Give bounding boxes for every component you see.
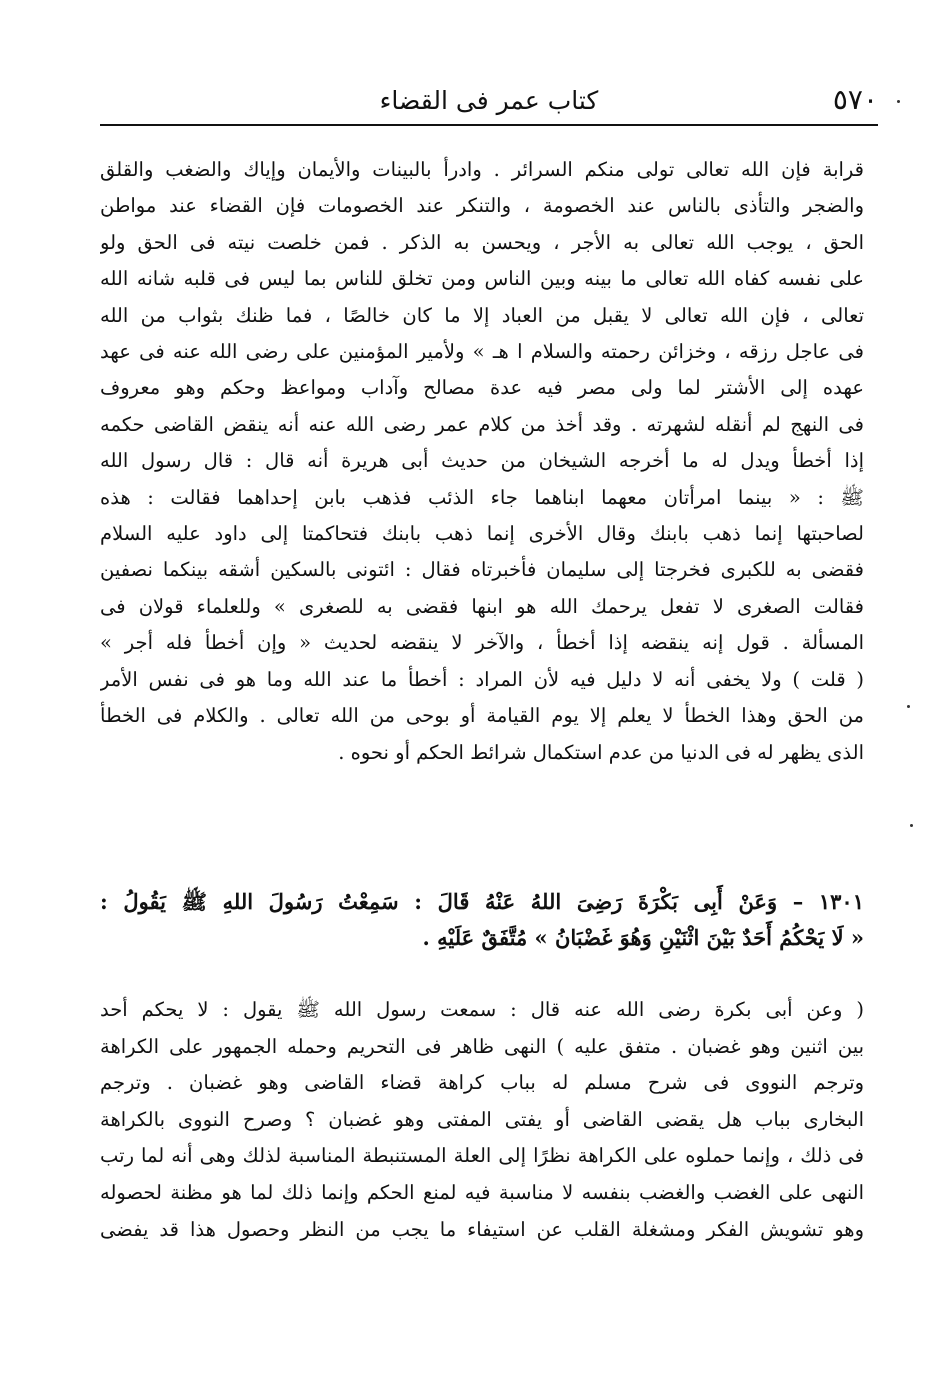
text-line: ( قلت ) ولا يخفى أنه لا دليل فيه لأن المراد : أخطأ ما عند الله وما هو فى نفس الأمر [100, 667, 864, 691]
header-rule [100, 124, 878, 126]
text-line: فقضى به للكبرى فخرجتا إلى سليمان فأخبرتاه فقال : ائتونى بالسكين أشقه بينكما نصفين [100, 558, 864, 582]
text-line: وترجم النووى فى شرح مسلم له بباب كراهة قضاء القاضى وهو غضبان . وترجم [100, 1071, 864, 1095]
running-title: كتاب عمر فى القضاء [379, 86, 599, 115]
commentary-block-2 [100, 992, 864, 1248]
text-line: ﷺ : « بينما امرأتان معهما ابناهما جاء الذئب فذهب بابن إحداهما فقالت : هذه [100, 485, 864, 509]
text-line: بين اثنين وهو غضبان . متفق عليه ) النهى ظاهر فى التحريم وحمله الجمهور على الكراهة [100, 1034, 864, 1058]
text-line: على نفسه كفاه الله تعالى ما بينه وبين الناس ومن تخلق للناس بما ليس فى قلبه شانه الله [100, 267, 864, 291]
text-line: البخارى بباب هل يقضى القاضى أو يفتى المفتى وهو غضبان ؟ وصرح النووى بالكراهة [100, 1107, 864, 1131]
text-line: النهى على الغضب والغضب بنفسه لا مناسبة فيه لمنع الحكم وإنما ذلك لما هو مظنة لحصوله [100, 1180, 864, 1204]
scan-speck [910, 824, 913, 827]
text-line: تعالى ، فإن الله تعالى لا يقبل من العباد إلا ما كان خالصًا ، فما ظنك بثواب من الله [100, 303, 864, 327]
hadith-line: « لَا يَحْكُمُ أَحَدٌ بَيْنَ اثْنَيْنِ وَهُوَ غَضْبَانُ » مُتَّفَقٌ عَلَيْهِ . [422, 925, 864, 950]
page-number: ٥٧٠ [832, 83, 878, 116]
page-header [100, 78, 878, 122]
text-line: الحق ، يوجب الله تعالى به الأجر ، ويحسن به الذكر . فمن خلصت نيته فى الحق ولو [100, 230, 864, 254]
text-line: عهده إلى الأشتر لما ولى مصر فيه عدة مصالح وآداب ومواعظ وحكم وهو معروف [100, 376, 864, 400]
text-line: فقالت الصغرى لا تفعل يرحمك الله هو ابنها فقضى به للصغرى » وللعلماء قولان فى [100, 594, 864, 618]
text-line: فى عاجل رزقه ، وخزائن رحمته والسلام ا هـ » ولأمير المؤمنين على رضى الله عنه فى عهد [100, 340, 864, 364]
text-line: من الحق وهذا الخطأ لا يعلم إلا يوم القيامة أو بوحى من الله تعالى . والكلام فى الخطأ [100, 704, 864, 728]
text-line: والضجر والتأذى بالناس عند الخصومة ، والتنكر عند الخصومات فإن القضاء عند مواطن [100, 194, 864, 218]
text-line: فى ذلك ، وإنما حملوه على الكراهة نظرًا إلى العلة المستنبطة المناسبة لذلك وهى أنه لما رتب [100, 1144, 864, 1168]
text-line: فى النهج لم أنقله لشهرته . وقد أخذ من كلام عمر رضى الله عنه أنه ينقض القاضى حكمه [100, 412, 864, 436]
hadith-block [100, 884, 864, 956]
text-line: لصاحبتها إنما ذهب بابنك وقال الأخرى إنما ذهب بابنك فتحاكمتا إلى داود عليه السلام [100, 522, 864, 546]
text-line: وهو تشويش الفكر ومشغلة القلب عن استيفاء ما يجب من النظر وحصول هذا قد يفضى [100, 1217, 864, 1241]
text-line: إذا أخطأ ويدل له ما أخرجه الشيخان من حديث أبى هريرة أنه قال : قال رسول الله [100, 449, 864, 473]
text-line: ( وعن أبى بكرة رضى الله عنه قال : سمعت رسول الله ﷺ يقول : لا يحكم أحد [100, 998, 864, 1021]
text-line: قرابة فإن الله تعالى تولى منكم السرائر . وادرأ بالبينات والأيمان وإياك والضغب والقلق [100, 158, 864, 181]
text-line: المسألة . قول إنه ينقضه إذا أخطأ ، والآخر لا ينقضه لحديث « وإن أخطأ فله أجر » [100, 631, 864, 655]
scan-speck [897, 100, 900, 103]
scan-speck [907, 705, 910, 708]
text-line: الذى يظهر له فى الدنيا من عدم استكمال شرائط الحكم أو نحوه . [338, 740, 864, 764]
commentary-block-1 [100, 152, 864, 771]
hadith-line: ١٣٠١ – وَعَنْ أَبِى بَكْرَةَ رَضِىَ اللهُ عَنْهُ قَالَ : سَمِعْتُ رَسُولَ اللهِ ﷺ يَقُولُ : [100, 889, 864, 914]
